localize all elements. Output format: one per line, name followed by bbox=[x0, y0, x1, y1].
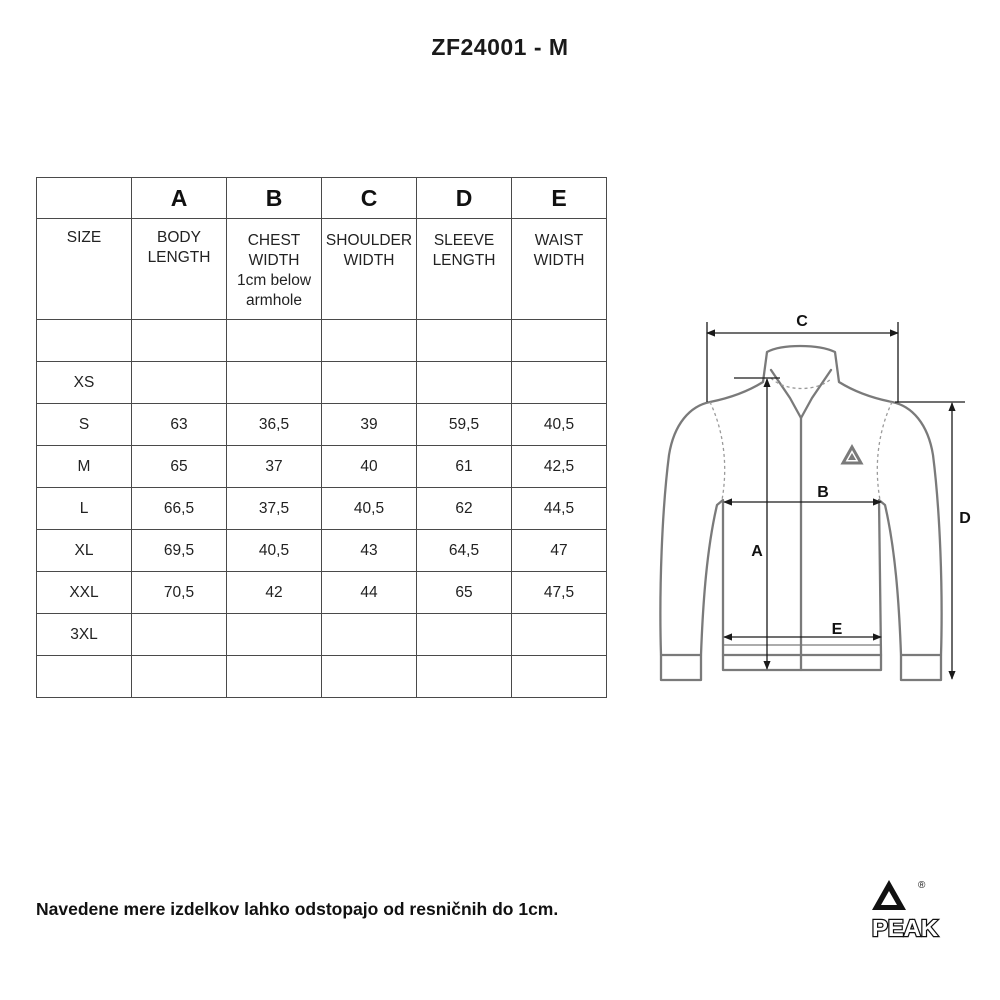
table-row bbox=[37, 572, 607, 614]
value-cell: 62 bbox=[417, 488, 512, 530]
value-cell: 70,5 bbox=[132, 572, 227, 614]
value-cell bbox=[512, 614, 607, 656]
label-d: D bbox=[959, 510, 971, 527]
value-cell: 42 bbox=[227, 572, 322, 614]
value-cell bbox=[132, 320, 227, 362]
label-c: C bbox=[796, 313, 808, 330]
value-cell bbox=[322, 320, 417, 362]
header-line: WAIST bbox=[534, 232, 584, 249]
peak-logo-triangle-icon bbox=[872, 880, 906, 910]
header-line: WIDTH bbox=[248, 252, 300, 269]
value-cell: 59,5 bbox=[417, 404, 512, 446]
size-chart-table bbox=[36, 177, 607, 698]
value-cell bbox=[322, 362, 417, 404]
value-cell: 47,5 bbox=[512, 572, 607, 614]
header-line: WIDTH bbox=[343, 252, 395, 269]
value-cell: 66,5 bbox=[132, 488, 227, 530]
value-cell bbox=[132, 656, 227, 698]
size-cell: 3XL bbox=[37, 614, 132, 656]
letter-cell: E bbox=[512, 178, 607, 219]
header-line: SIZE bbox=[66, 229, 102, 246]
size-cell: XXL bbox=[37, 572, 132, 614]
size-cell: XS bbox=[37, 362, 132, 404]
header-line: armhole bbox=[246, 292, 302, 309]
value-cell: 37,5 bbox=[227, 488, 322, 530]
label-b: B bbox=[817, 484, 829, 501]
peak-logo-wordmark: PEAK bbox=[872, 915, 939, 941]
value-cell bbox=[417, 614, 512, 656]
size-cell: M bbox=[37, 446, 132, 488]
table-row bbox=[37, 488, 607, 530]
table-row bbox=[37, 530, 607, 572]
header-line: CHEST bbox=[247, 232, 301, 249]
value-cell bbox=[227, 320, 322, 362]
header-cell bbox=[37, 219, 132, 320]
label-a: A bbox=[751, 543, 763, 560]
value-cell: 39 bbox=[322, 404, 417, 446]
header-line: LENGTH bbox=[432, 252, 496, 269]
value-cell: 43 bbox=[322, 530, 417, 572]
header-line: SLEEVE bbox=[433, 232, 495, 249]
value-cell: 44,5 bbox=[512, 488, 607, 530]
letter-cell: C bbox=[322, 178, 417, 219]
header-line: WIDTH bbox=[533, 252, 585, 269]
value-cell bbox=[512, 362, 607, 404]
table-row bbox=[37, 320, 607, 362]
label-e: E bbox=[831, 621, 843, 638]
size-cell bbox=[37, 656, 132, 698]
value-cell bbox=[417, 362, 512, 404]
header-line: BODY bbox=[157, 229, 201, 246]
value-cell bbox=[512, 656, 607, 698]
value-cell: 64,5 bbox=[417, 530, 512, 572]
footer-note: Navedene mere izdelkov lahko odstopajo od resničnih do 1cm. bbox=[36, 899, 559, 919]
value-cell: 65 bbox=[417, 572, 512, 614]
header-line: 1cm below bbox=[236, 272, 312, 289]
value-cell bbox=[132, 362, 227, 404]
header-cell bbox=[132, 219, 227, 320]
value-cell: 63 bbox=[132, 404, 227, 446]
value-cell: 40,5 bbox=[512, 404, 607, 446]
header-line: LENGTH bbox=[147, 249, 211, 266]
document-title: ZF24001 - M bbox=[431, 34, 569, 60]
value-cell bbox=[417, 656, 512, 698]
value-cell bbox=[417, 320, 512, 362]
value-cell: 40,5 bbox=[322, 488, 417, 530]
jacket-outline bbox=[660, 346, 941, 680]
value-cell bbox=[512, 320, 607, 362]
peak-logo bbox=[868, 876, 948, 942]
table-row bbox=[37, 446, 607, 488]
header-cell bbox=[417, 219, 512, 320]
header-cell bbox=[512, 219, 607, 320]
size-cell: L bbox=[37, 488, 132, 530]
value-cell: 44 bbox=[322, 572, 417, 614]
letter-cell bbox=[37, 178, 132, 219]
value-cell: 65 bbox=[132, 446, 227, 488]
value-cell bbox=[322, 656, 417, 698]
size-cell bbox=[37, 320, 132, 362]
size-cell: XL bbox=[37, 530, 132, 572]
peak-logo-registered: ® bbox=[918, 880, 926, 891]
header-cell bbox=[227, 219, 322, 320]
value-cell: 40,5 bbox=[227, 530, 322, 572]
measurement-letter-row bbox=[37, 178, 607, 219]
value-cell bbox=[322, 614, 417, 656]
chest-logo-icon bbox=[843, 447, 861, 463]
size-cell: S bbox=[37, 404, 132, 446]
value-cell: 37 bbox=[227, 446, 322, 488]
table-row bbox=[37, 656, 607, 698]
value-cell bbox=[227, 614, 322, 656]
jacket-measurement-diagram bbox=[655, 310, 975, 690]
value-cell: 42,5 bbox=[512, 446, 607, 488]
letter-cell: D bbox=[417, 178, 512, 219]
value-cell bbox=[227, 656, 322, 698]
measurement-header-row bbox=[37, 219, 607, 320]
letter-cell: B bbox=[227, 178, 322, 219]
header-line: SHOULDER bbox=[325, 232, 413, 249]
value-cell: 61 bbox=[417, 446, 512, 488]
value-cell: 69,5 bbox=[132, 530, 227, 572]
value-cell: 47 bbox=[512, 530, 607, 572]
value-cell bbox=[132, 614, 227, 656]
table-row bbox=[37, 404, 607, 446]
table-row bbox=[37, 362, 607, 404]
value-cell bbox=[227, 362, 322, 404]
letter-cell: A bbox=[132, 178, 227, 219]
table-row bbox=[37, 614, 607, 656]
value-cell: 40 bbox=[322, 446, 417, 488]
header-cell bbox=[322, 219, 417, 320]
value-cell: 36,5 bbox=[227, 404, 322, 446]
